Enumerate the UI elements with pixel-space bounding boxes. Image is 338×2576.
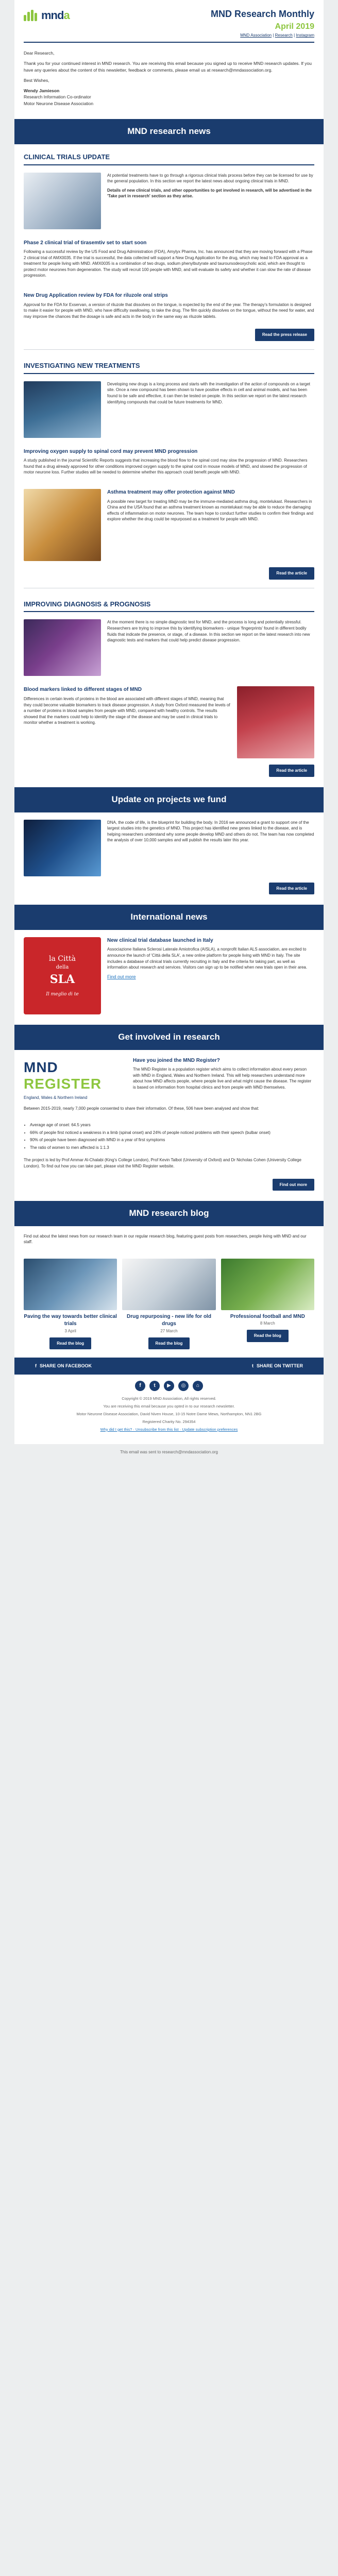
intl-logo-tagline: Il meglio di te bbox=[46, 991, 79, 997]
intro-paragraph: Thank you for your continued interest in MND research. You are receiving this email because you signed up to receive MND research updates. If you have any queries about the content of this newsletter, feedback or comments, please email us at research@mndassociation.org. bbox=[24, 61, 312, 73]
clinical-story-2-text: Approval for the FDA for Exservan, a version of riluzole that dissolves on the tongue, is expected by the end of the year. The therapy's formulation is designed to make it easier for people with MND, who have difficulty swallowing, to take the drug. The film quickly dissolves on the tongue, without the need for water, and may improve the chances that the dosage is safe and acts in the body in the same way as riluzole tablets. bbox=[24, 302, 314, 319]
register-closing bbox=[14, 1157, 324, 1177]
logo-accent: a bbox=[63, 9, 70, 22]
register-logo-accent: REGISTER bbox=[24, 1076, 102, 1092]
intro bbox=[14, 43, 324, 119]
register-logo-top: MND bbox=[24, 1059, 58, 1075]
list-item: • Average age of onset: 64.5 years bbox=[30, 1122, 314, 1128]
international-story-text: Associazione Italiana Sclerosi Laterale Amiotrofica (AISLA), a nonprofit Italian ALS association, are excited to announce the launch of 'Città della SLA', a new online platform for people living with MND in Italy. The site includes a database of clinical trials currently recruiting in Italy and the criteria for taking part, as well as information about research and services. Visitors can sign up to be notified when new trials open in their area. bbox=[107, 947, 308, 970]
clinical-intro-note: Details of new clinical trials, and other opportunities to get involved in research, will be advertised in the 'Take part in research' section as they arise. bbox=[107, 188, 312, 199]
band-international: International news bbox=[14, 905, 324, 930]
twitter-icon: t bbox=[252, 1363, 254, 1369]
outer-footer: This email was sent to research@mndassociation.org bbox=[120, 1449, 218, 1454]
register-button[interactable]: Find out more bbox=[273, 1179, 314, 1191]
register-stats-intro: Between 2015-2019, nearly 7,000 people consented to share their information. Of these, 506 have been analysed and show that: bbox=[24, 1106, 259, 1111]
band-research-news: MND research news bbox=[14, 119, 324, 144]
social-icons bbox=[14, 1375, 324, 1394]
blog-read-button[interactable]: Read the blog bbox=[49, 1337, 91, 1350]
list-item: • 66% of people first noticed a weakness in a limb (spinal onset) and 24% of people noticed problems with their speech (bulbar onset) bbox=[30, 1130, 314, 1136]
link-research[interactable]: Research bbox=[275, 33, 293, 38]
share-facebook-button[interactable] bbox=[35, 1363, 92, 1369]
mnd-register-logo bbox=[24, 1057, 127, 1101]
treatments-story-1 bbox=[14, 443, 324, 484]
twitter-icon[interactable]: t bbox=[149, 1381, 160, 1391]
header bbox=[14, 0, 324, 42]
treatments-heading: INVESTIGATING NEW TREATMENTS bbox=[24, 361, 314, 374]
youtube-icon[interactable]: ▶ bbox=[164, 1381, 174, 1391]
treatments-intro-text: Developing new drugs is a long process and starts with the investigation of the action of compounds on a target site. Once a new compound has been shown to have positive effects in cell and animal models, and has been found to be safe and effective, it can then be tested on people. In this section we report on the latest research identifying compounds that could be future treatments for MND. bbox=[107, 381, 311, 404]
register-stats bbox=[14, 1106, 324, 1120]
greeting: Dear Research, bbox=[24, 50, 55, 56]
blog-card-date: 8 March bbox=[260, 1321, 275, 1326]
header-links: MND Association | Research | Instagram bbox=[240, 33, 314, 38]
footer-address: Motor Neurone Disease Association, David Niven House, 10-15 Notre Dame Mews, Northampton, NN1 2BG bbox=[76, 1411, 262, 1416]
footer-copyright: Copyright © 2019 MND Association, All rights reserved. bbox=[122, 1396, 216, 1401]
blog-read-button[interactable]: Read the blog bbox=[148, 1337, 190, 1350]
clinical-story-2 bbox=[14, 287, 324, 328]
newsletter-issue: April 2019 bbox=[275, 22, 314, 31]
blog-card[interactable] bbox=[122, 1259, 215, 1349]
blog-card-date: 27 March bbox=[160, 1328, 178, 1333]
blog-read-button[interactable]: Read the blog bbox=[247, 1330, 289, 1342]
clinical-read-button[interactable]: Read the press release bbox=[255, 329, 314, 341]
newsletter bbox=[14, 0, 324, 1444]
intl-logo-mid: della bbox=[56, 964, 69, 971]
international-story-title: New clinical trial database launched in Italy bbox=[107, 937, 213, 943]
band-involved: Get involved in research bbox=[14, 1025, 324, 1050]
clinical-intro-text: At potential treatments have to go through a rigorous clinical trials process before they can be licensed for use by the general population. In this section we report the latest news about ongoing clinical trials in MND. bbox=[107, 173, 313, 184]
inhaler-image bbox=[24, 489, 101, 561]
instagram-icon[interactable]: ◎ bbox=[178, 1381, 189, 1391]
share-twitter-label: SHARE ON TWITTER bbox=[257, 1363, 303, 1369]
signature-name: Wendy Jamieson bbox=[24, 88, 60, 94]
band-blog: MND research blog bbox=[14, 1201, 324, 1226]
blog-card-title: Drug repurposing - new life for old drugs bbox=[127, 1313, 211, 1327]
blog-card[interactable] bbox=[24, 1259, 117, 1349]
blog-card-title: Professional football and MND bbox=[230, 1313, 305, 1319]
intl-logo-bottom: SLA bbox=[49, 972, 75, 986]
facebook-icon[interactable]: f bbox=[135, 1381, 145, 1391]
clinical-story-2-title: New Drug Application review by FDA for riluzole oral strips bbox=[24, 293, 168, 299]
dna-image bbox=[24, 820, 101, 876]
international-link[interactable]: Find out more bbox=[107, 974, 136, 979]
logo-bars-icon bbox=[24, 10, 39, 21]
diagnosis-story-text: Differences in certain levels of proteins in the blood are associated with different stages of MND, meaning that they could become valuable biomarkers to track disease progression. A study from Oxford measured the levels of a number of proteins in blood samples from people with MND, compared with healthy controls. The results showed that the markers could help to identify the stage of the disease and may be used in clinical trials to monitor whether a treatment is working. bbox=[24, 696, 230, 725]
register-stats-list bbox=[14, 1120, 324, 1157]
blog-intro bbox=[14, 1226, 324, 1253]
projects-story bbox=[14, 812, 324, 882]
clinical-story-1-text: Following a successful review by the US Food and Drug Administration (FDA), Amylyx Pharma, Inc. has announced that they are moving forward with a Phase 2 clinical trial of AMX0035. If the trial is successful, the data collected will support a New Drug Application for the drug, which may lead to FDA approval as a treatment for people living with MND. AMX0035 is a combination of two drugs, sodium phenylbutyrate and tauroursodeoxycholic acid, which are thought to protect motor neurones from degeneration. The study will recruit 100 people with MND, and will evaluate its safety and whether it can slow the rate of disease progression. bbox=[24, 249, 313, 278]
projects-text: DNA, the code of life, is the blueprint for building the body. In 2016 we announced a grant to support one of the largest studies into the genetics of MND. This project has identified new genes linked to the disease, and is helping researchers understand why some people develop MND and others do not. The team has now completed the analysis of over 10,000 samples and will publish the results later this year. bbox=[107, 820, 314, 843]
newsletter-title: MND Research Monthly bbox=[210, 9, 314, 19]
signature-role: Research Information Co-ordinator bbox=[24, 94, 91, 100]
treatments-story-2-title: Asthma treatment may offer protection against MND bbox=[107, 489, 235, 496]
clinical-heading: CLINICAL TRIALS UPDATE bbox=[24, 152, 314, 165]
citta-della-sla-logo bbox=[24, 937, 101, 1014]
clinical-story-1 bbox=[14, 234, 324, 287]
projects-read-button[interactable]: Read the article bbox=[269, 883, 314, 895]
international-story bbox=[14, 930, 324, 1020]
diagnosis-story-title: Blood markers linked to different stages of MND bbox=[24, 687, 142, 693]
mnd-register-story bbox=[14, 1050, 324, 1106]
diagnosis-story bbox=[14, 681, 324, 764]
clinical-story-1-title: Phase 2 clinical trial of tirasemtiv set to start soon bbox=[24, 240, 147, 246]
treatments-read-button[interactable]: Read the article bbox=[269, 567, 314, 580]
diagnosis-heading: IMPROVING DIAGNOSIS & PROGNOSIS bbox=[24, 600, 314, 613]
register-logo-sub: England, Wales & Northern Ireland bbox=[24, 1095, 88, 1100]
pills-image bbox=[24, 173, 101, 229]
footer-preferences-links[interactable]: Why did I get this? · Unsubscribe from this list · Update subscription preferences bbox=[100, 1427, 238, 1432]
blog-cards bbox=[14, 1253, 324, 1358]
list-item: • 90% of people have been diagnosed with MND in a year of first symptoms bbox=[30, 1137, 314, 1143]
blog-image bbox=[122, 1259, 215, 1310]
share-facebook-label: SHARE ON FACEBOOK bbox=[40, 1363, 92, 1369]
masthead bbox=[211, 7, 314, 39]
register-text: The MND Register is a population register which aims to collect information about every person with MND in England, Wales and Northern Ireland. This will help researchers understand more about how MND affects people, where people live and what might cause the disease. The register is based on information from hospital clinics and from people with MND themselves. bbox=[133, 1067, 312, 1090]
intl-logo-top: la Città bbox=[48, 955, 76, 963]
logo-main: mnd bbox=[41, 9, 64, 22]
share-twitter-button[interactable] bbox=[252, 1363, 303, 1369]
treatments-intro bbox=[14, 376, 324, 443]
blog-card-title: Paving the way towards better clinical trials bbox=[24, 1313, 117, 1327]
blog-intro-text: Find out about the latest news from our research team in our regular research blog, featuring guest posts from researchers, people living with MND and our staff. bbox=[24, 1233, 307, 1245]
footer bbox=[14, 1394, 324, 1444]
list-item: • The ratio of women to men affected is 1:1.3 bbox=[30, 1145, 314, 1151]
link-instagram[interactable]: Instagram bbox=[296, 33, 314, 38]
link-mnd-association[interactable]: MND Association bbox=[240, 33, 272, 38]
facebook-icon: f bbox=[35, 1363, 37, 1369]
treatments-story-1-text: A study published in the journal Scientific Reports suggests that increasing the blood flow to the spinal cord may slow the progression of MND. Researchers found that a drug already approved for other conditions improved oxygen supply to the spinal cord in mouse models of MND, and slowed the progression of motor neurone loss. Further studies will be needed to determine whether this approach could benefit people with MND. bbox=[24, 458, 308, 475]
treatments-story-2-text: A possible new target for treating MND may be the immune-mediated asthma drug, montelukast. Researchers in China and the USA found that an asthma treatment known as montelukast may be able to reduce the damaging effects of inflammation on motor neurones. The team hope to conduct further studies to confirm their findings and explore whether the drug could be repurposed as a treatment for people with MND. bbox=[107, 499, 313, 522]
sign-off: Best Wishes, bbox=[24, 77, 49, 83]
register-question: Have you joined the MND Register? bbox=[133, 1057, 220, 1063]
diagnosis-read-button[interactable]: Read the article bbox=[269, 765, 314, 777]
lab-image bbox=[24, 381, 101, 438]
blog-card-date: 3 April bbox=[64, 1328, 76, 1333]
signature-org: Motor Neurone Disease Association bbox=[24, 100, 94, 106]
footer-charity: Registered Charity No. 294354 bbox=[142, 1419, 196, 1424]
diagnosis-intro-text: At the moment there is no simple diagnostic test for MND, and the process is long and potentially stressful. Researchers are trying to improve this by identifying biomarkers - unique 'fingerprints' found in different bodily fluids that indicate the presence, or stage, of a disease. In this section we report on the latest research into new diagnostic tests and markers that could help predict disease progression. bbox=[107, 620, 310, 643]
diagnosis-intro bbox=[14, 614, 324, 681]
clinical-intro bbox=[14, 167, 324, 234]
treatments-story-2 bbox=[14, 484, 324, 566]
website-icon[interactable]: ⌂ bbox=[193, 1381, 203, 1391]
register-closing-text: The project is led by Prof Ammar Al-Chalabi (King's College London), Prof Kevin Talbot (University of Oxford) and Dr Nicholas Cohen (University College London). To find out how you can take part, please visit the MND Register website. bbox=[24, 1158, 301, 1168]
social-share-bar bbox=[14, 1358, 324, 1375]
divider bbox=[24, 349, 314, 350]
band-projects: Update on projects we fund bbox=[14, 787, 324, 812]
blog-card[interactable] bbox=[221, 1259, 314, 1349]
test-tubes-image bbox=[24, 619, 101, 676]
footer-reason: You are receiving this email because you opted in to our research newsletter. bbox=[103, 1404, 235, 1409]
mnd-association-logo[interactable] bbox=[24, 7, 70, 24]
treatments-story-1-title: Improving oxygen supply to spinal cord may prevent MND progression bbox=[24, 448, 198, 454]
blog-image bbox=[221, 1259, 314, 1310]
blog-image bbox=[24, 1259, 117, 1310]
blood-sample-image bbox=[237, 686, 314, 758]
